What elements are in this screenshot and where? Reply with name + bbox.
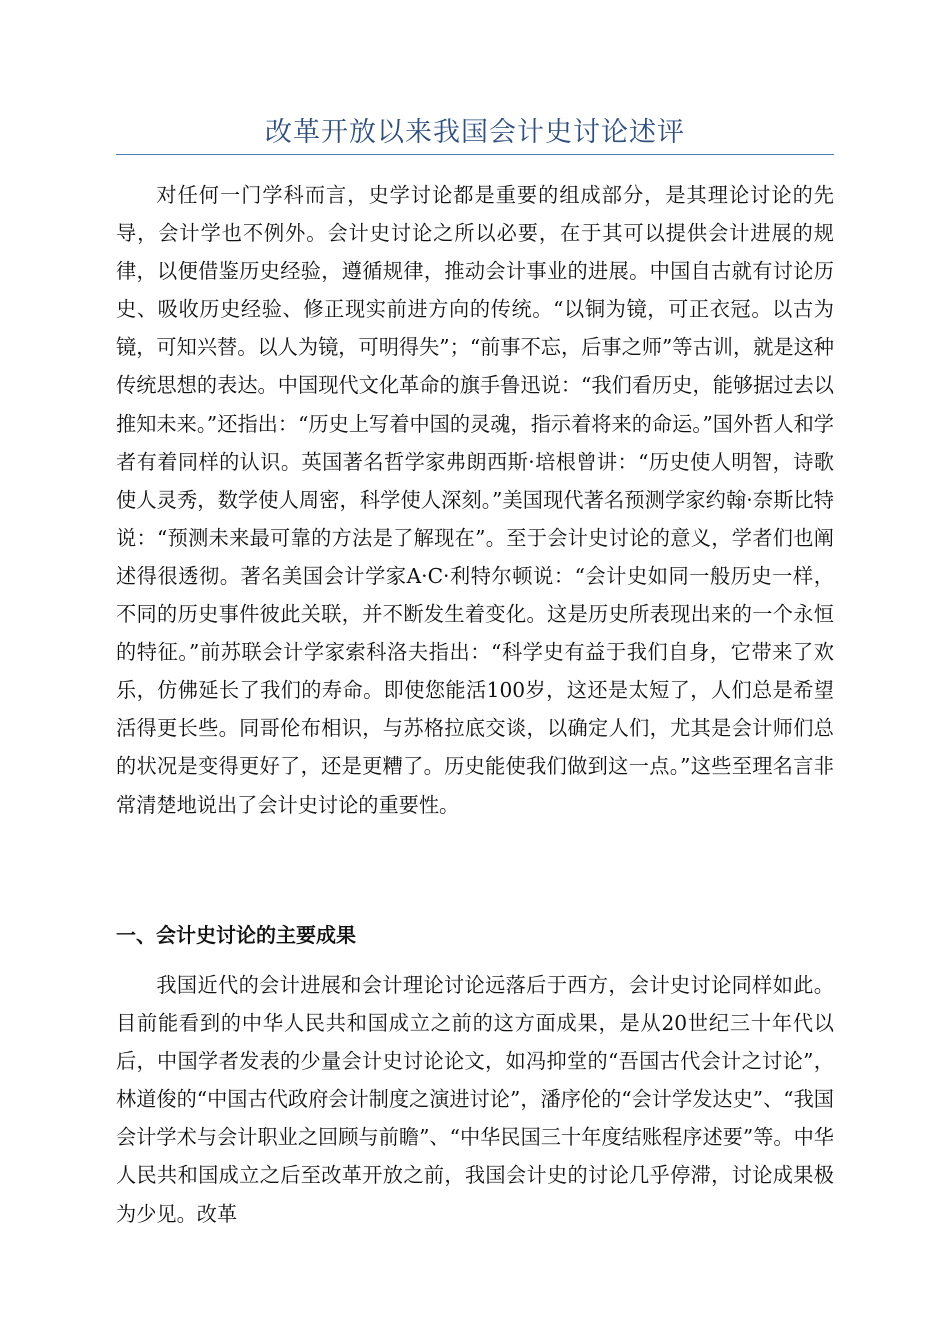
body-paragraph-2: 我国近代的会计进展和会计理论讨论远落后于西方，会计史讨论同样如此。目前能看到的中华人民共和国成立之前的这方面成果，是从20世纪三十年代以后，中国学者发表的少量会计史讨论论文，如冯抑堂的“吾国古代会计之讨论”，林道俊的“中国古代政府会计制度之演进讨论”，潘序伦的“会计学发达史”、“我国会计学术与会计职业之回顾与前瞻”、“中华民国三十年度结账程序述要”等。中华人民共和国成立之后至改革开放之前，我国会计史的讨论几乎停滞，讨论成果极为少见。改革: [116, 973, 834, 1226]
body-paragraph-1-container: [116, 176, 834, 824]
section-heading-1: 一、会计史讨论的主要成果: [116, 923, 356, 947]
body-paragraph-1: 对任何一门学科而言，史学讨论都是重要的组成部分，是其理论讨论的先导，会计学也不例外。会计史讨论之所以必要，在于其可以提供会计进展的规律，以便借鉴历史经验，遵循规律，推动会计事业的进展。中国自古就有讨论历史、吸收历史经验、修正现实前进方向的传统。“以铜为镜，可正衣冠。以古为镜，可知兴替。以人为镜，可明得失”；“前事不忘，后事之师”等古训，就是这种传统思想的表达。中国现代文化革命的旗手鲁迅说：“我们看历史，能够据过去以推知未来。”还指出：“历史上写着中国的灵魂，指示着将来的命运。”国外哲人和学者有着同样的认识。英国著名哲学家弗朗西斯·培根曾讲：“历史使人明智，诗歌使人灵秀，数学使人周密，科学使人深刻。”美国现代著名预测学家约翰·奈斯比特说：“预测未来最可靠的方法是了解现在”。至于会计史讨论的意义，学者们也阐述得很透彻。著名美国会计学家A·C·利特尔顿说：“会计史如同一般历史一样，不同的历史事件彼此关联，并不断发生着变化。这是历史所表现出来的一个永恒的特征。”前苏联会计学家索科洛夫指出：“科学史有益于我们自身，它带来了欢乐，仿佛延长了我们的寿命。即使您能活100岁，这还是太短了，人们总是希望活得更长些。同哥伦布相识，与苏格拉底交谈，以确定人们，尤其是会计师们总的状况是变得更好了，还是更糟了。历史能使我们做到这一点。”这些至理名言非常清楚地说出了会计史讨论的重要性。: [116, 183, 834, 817]
document-title: 改革开放以来我国会计史讨论述评: [265, 117, 685, 148]
title-underline: [116, 154, 834, 155]
body-paragraph-2-container: [116, 966, 834, 1233]
